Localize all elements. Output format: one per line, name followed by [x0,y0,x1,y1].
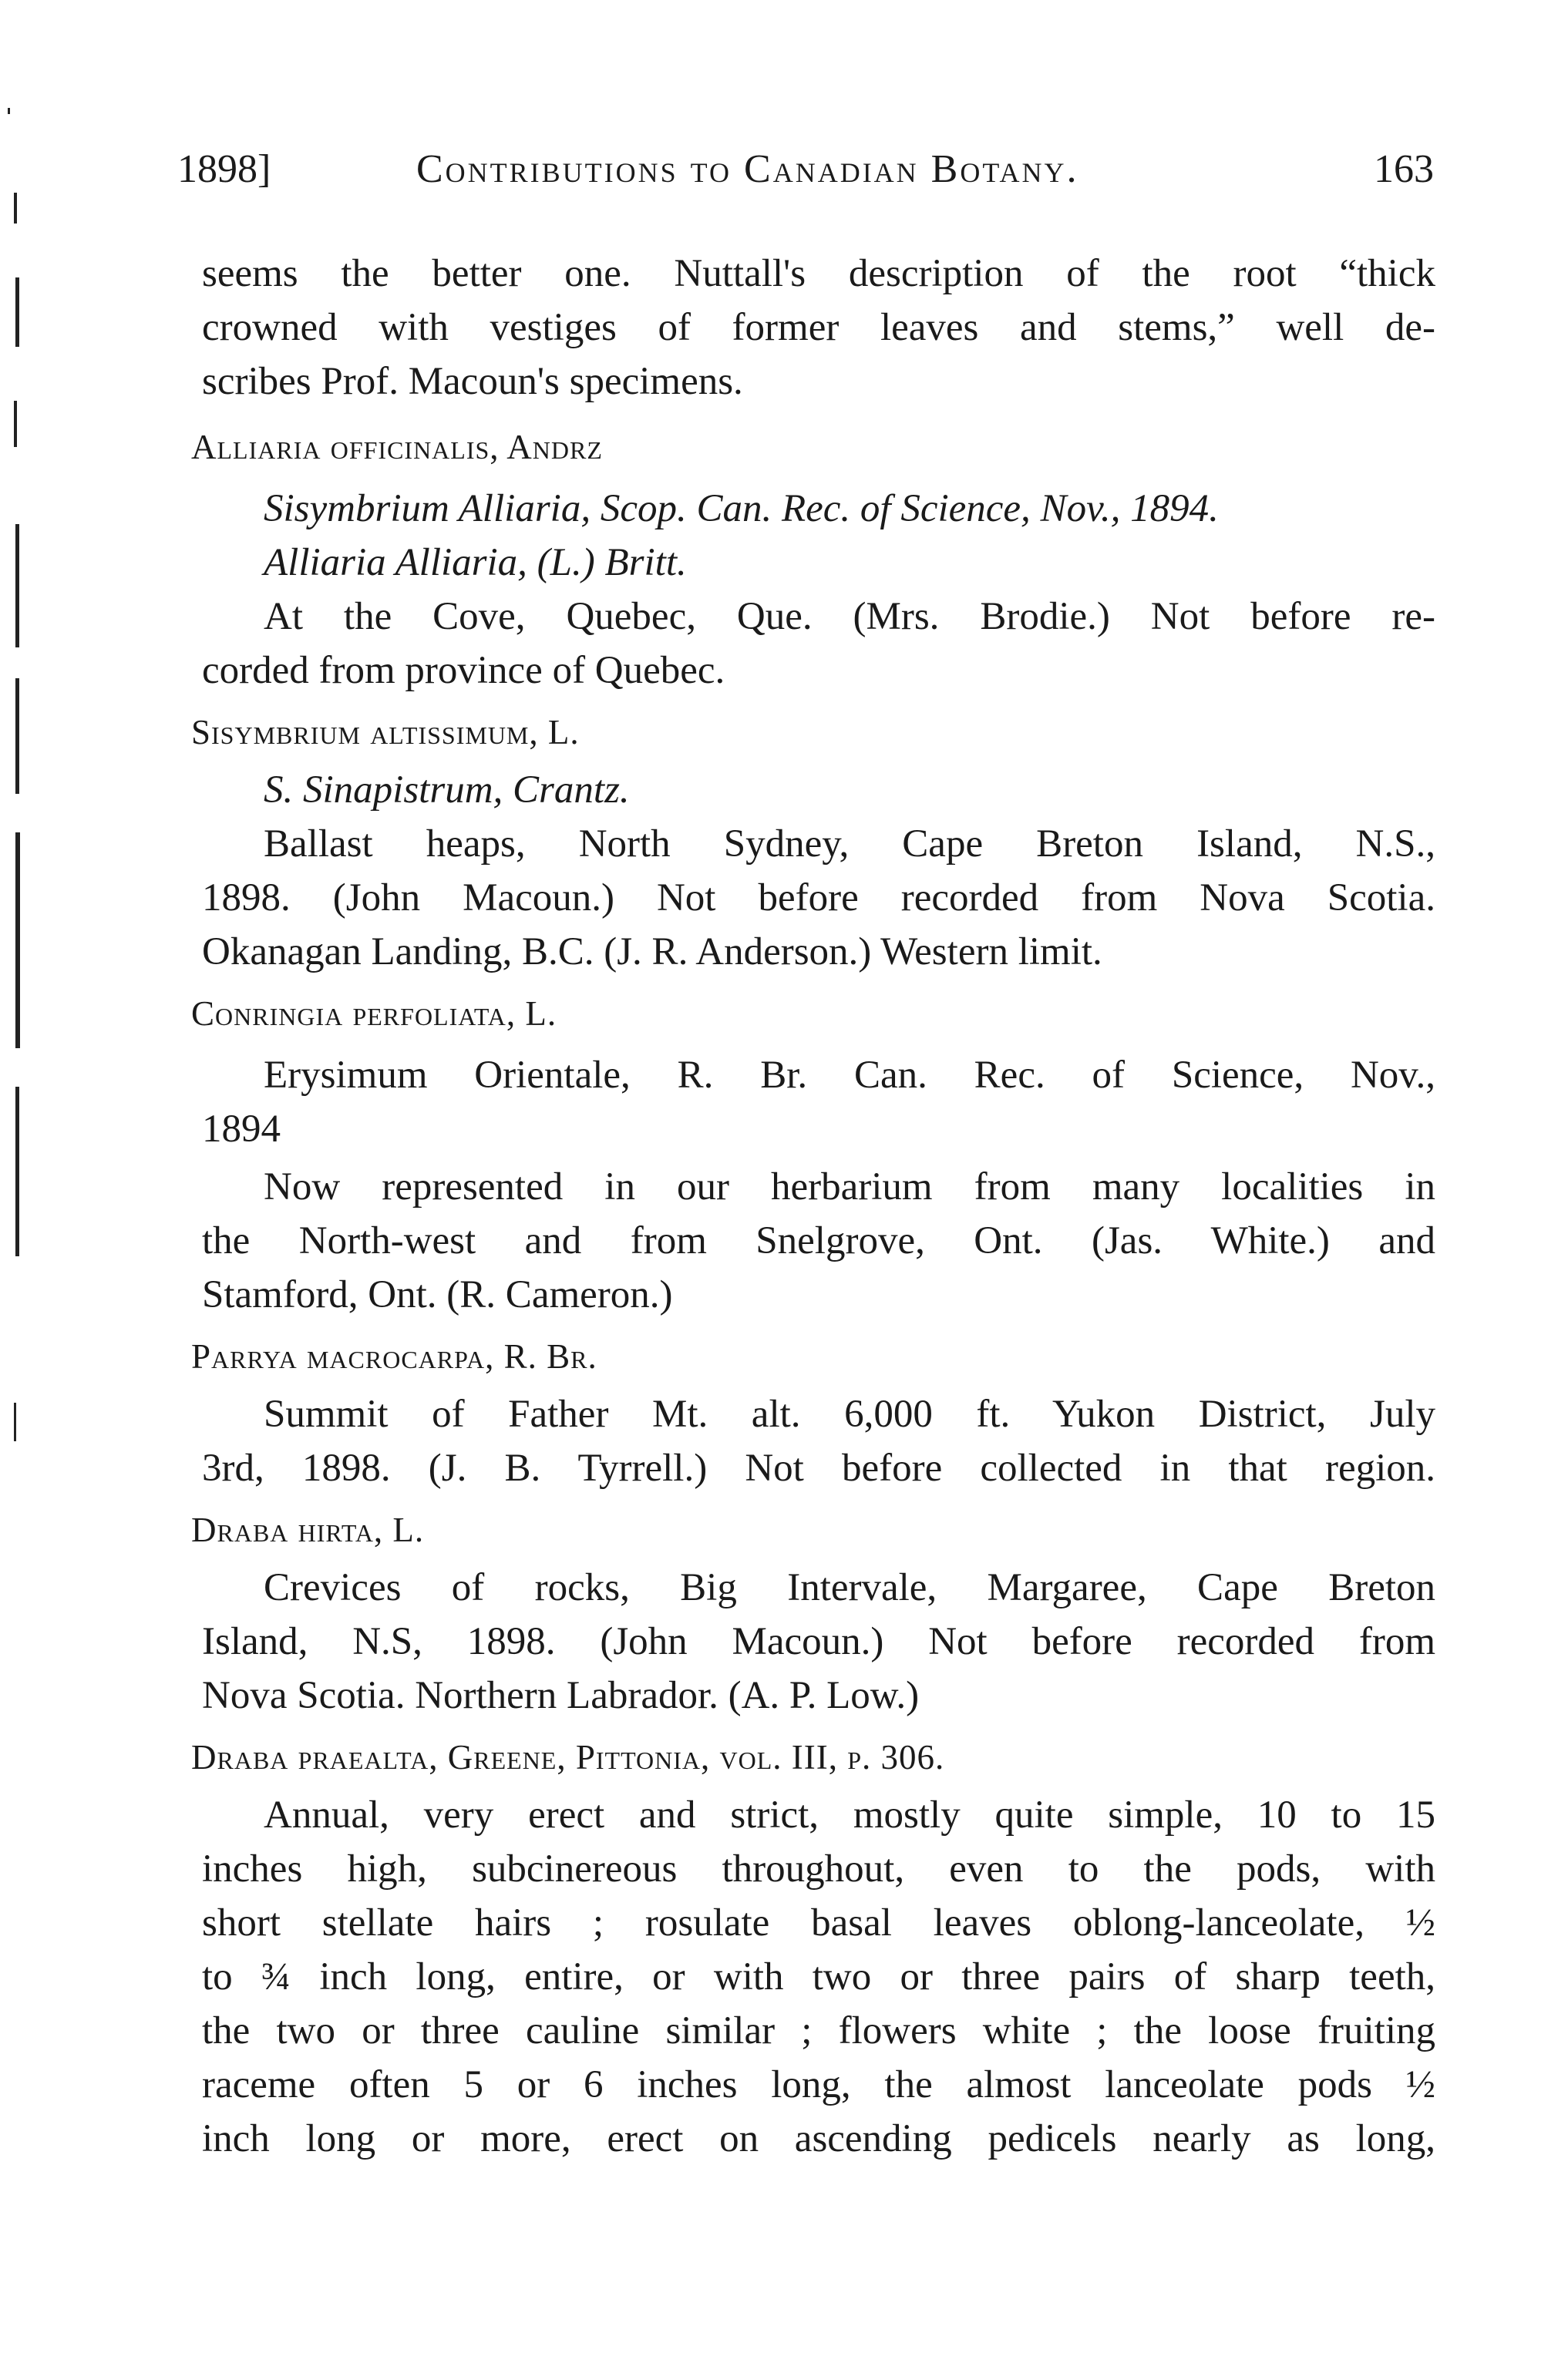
body-line-25: Island, N.S, 1898. (John Macoun.) Not before recorded from [202,1620,1435,1663]
body-line-29: inches high, subcinereous throughout, even to the pods, with [202,1847,1435,1891]
synonym-line-3 [264,763,1435,817]
body-line-28: Annual, very erect and strict, mostly quite simple, 10 to 15 [264,1793,1435,1837]
body-line-8: corded from province of Quebec. [202,649,725,692]
body-line-2: crowned with vestiges of former leaves and stems,” well de- [202,306,1435,349]
synonym-text: Alliaria Alliaria, (L.) Britt. [264,541,687,584]
synonym-line-2 [264,536,1435,590]
species-heading-parrya: Parrya macrocarpa, R. Br. [191,1337,597,1376]
body-line-12: 1898. (John Macoun.) Not before recorded from Nova Scotia. [202,876,1435,919]
header-year: 1898] [177,147,271,191]
species-heading-draba-hirta: Draba hirta, L. [191,1511,425,1549]
species-heading-sisymbrium: Sisymbrium altissimum, L. [191,713,580,751]
species-heading-alliaria: Alliaria officinalis, Andrz [191,428,603,466]
body-line-33: raceme often 5 or 6 inches long, the almost lanceolate pods ½ [202,2063,1435,2106]
synonym-line-1 [264,482,1435,536]
scan-margin-marks [6,92,52,1557]
body-line-13: Okanagan Landing, B.C. (J. R. Anderson.) Western limit. [202,930,1102,973]
page-number: 163 [1374,147,1434,191]
body-line-24: Crevices of rocks, Big Intervale, Margaree, Cape Breton [264,1566,1435,1609]
header-title: Contributions to Canadian Botany. [416,147,1079,191]
body-line-32: the two or three cauline similar ; flowers white ; the loose fruiting [202,2009,1435,2052]
body-line-30: short stellate hairs ; rosulate basal leaves oblong-lanceolate, ½ [202,1901,1435,1945]
body-line-19: Stamford, Ont. (R. Cameron.) [202,1273,673,1316]
body-line-1: seems the better one. Nuttall's description of the root “thick [202,252,1435,295]
body-line-26: Nova Scotia. Northern Labrador. (A. P. Low.) [202,1674,920,1717]
body-line-18: the North-west and from Snelgrove, Ont. (Jas. White.) and [202,1219,1435,1262]
running-header [177,146,1434,200]
synonym-text: S. Sinapistrum, Crantz. [264,768,630,812]
body-line-22: 3rd, 1898. (J. B. Tyrrell.) Not before collected in that region. [202,1447,1435,1490]
body-line-3: scribes Prof. Macoun's specimens. [202,360,743,403]
body-line-17: Now represented in our herbarium from many localities in [264,1165,1435,1208]
synonym-text: Sisymbrium Alliaria, Scop. Can. Rec. of Science, Nov., 1894. [264,487,1219,530]
species-heading-conringia: Conringia perfoliata, L. [191,994,557,1033]
body-line-21: Summit of Father Mt. alt. 6,000 ft. Yukon District, July [264,1393,1435,1436]
species-heading-draba-praealta: Draba praealta, Greene, Pittonia, vol. III, p. 306. [191,1738,945,1777]
body-line-11: Ballast heaps, North Sydney, Cape Breton Island, N.S., [264,822,1435,866]
body-line-16: 1894 [202,1108,281,1151]
body-line-34: inch long or more, erect on ascending pedicels nearly as long, [202,2117,1435,2160]
body-line-7: At the Cove, Quebec, Que. (Mrs. Brodie.) Not before re- [264,595,1435,638]
synonym-line-4: Erysimum Orientale, R. Br. Can. Rec. of Science, Nov., [264,1054,1435,1097]
body-line-31: to ¾ inch long, entire, or with two or three pairs of sharp teeth, [202,1955,1435,1998]
